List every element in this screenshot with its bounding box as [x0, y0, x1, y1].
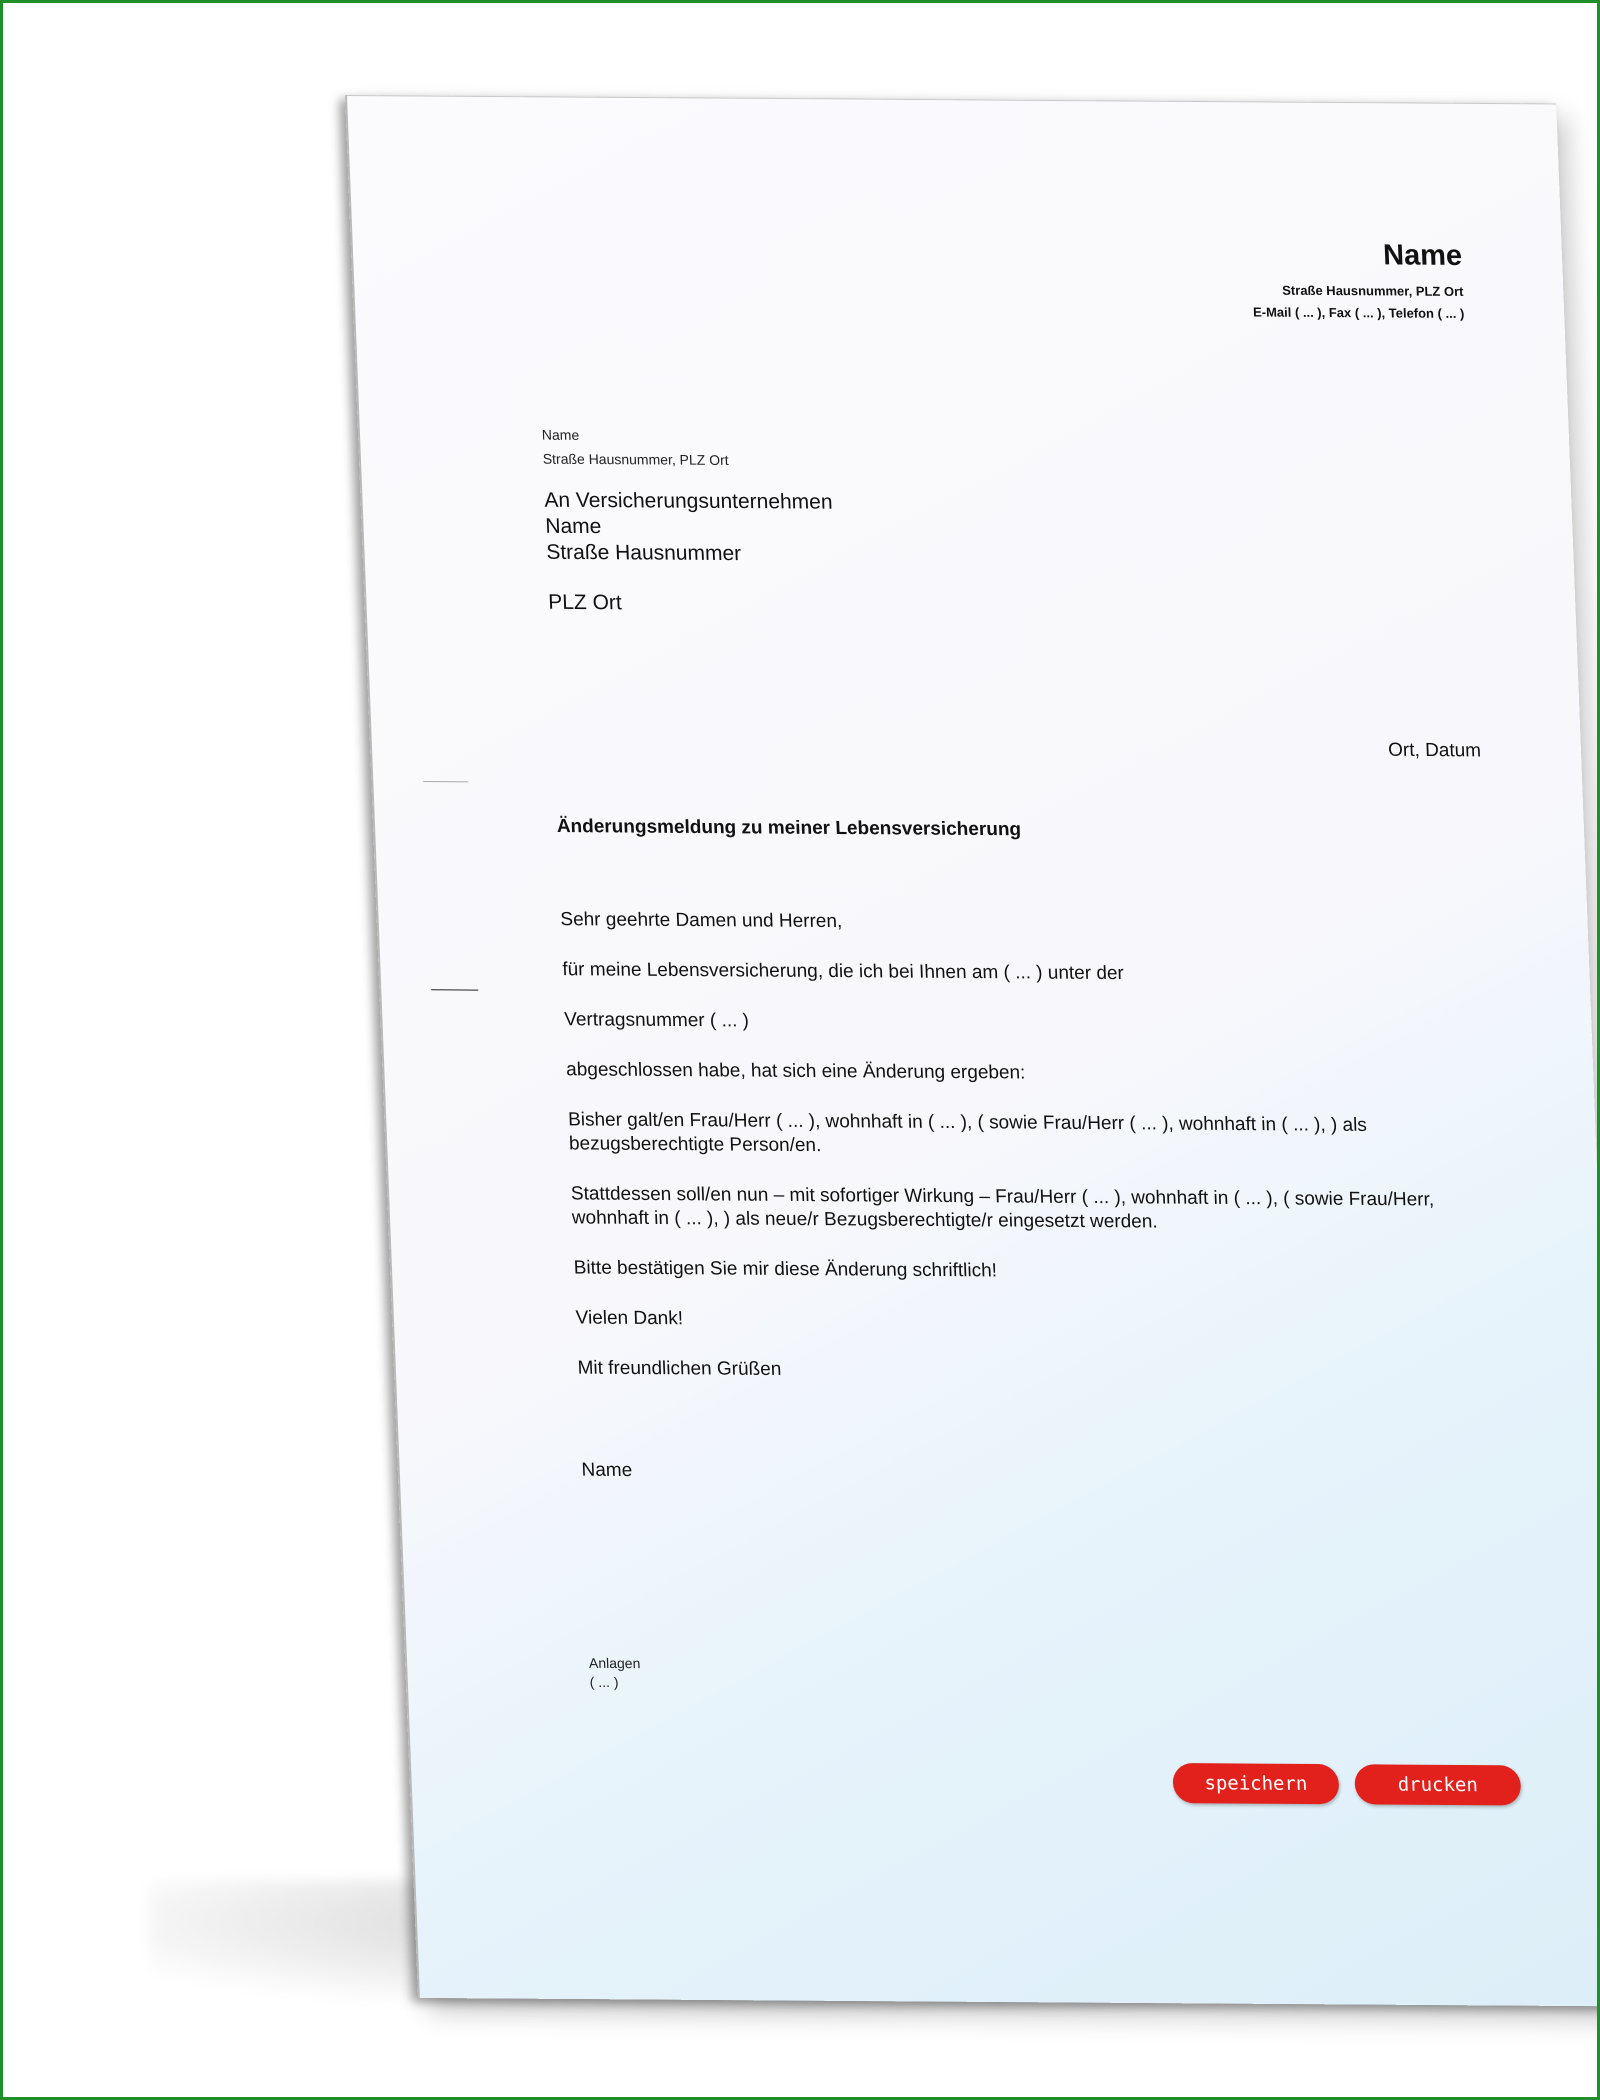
place-date: Ort, Datum [1387, 739, 1482, 762]
sender-address: Straße Hausnummer, PLZ Ort [1281, 282, 1464, 299]
sender-contact: E-Mail ( ... ), Fax ( ... ), Telefon ( ... ) [1252, 304, 1465, 321]
closing: Mit freundlichen Grüßen [577, 1357, 782, 1380]
salutation: Sehr geehrte Damen und Herren, [560, 909, 843, 933]
punch-mark [431, 989, 478, 990]
recipient-company: An Versicherungsunternehmen [543, 488, 833, 514]
recipient-gap [547, 566, 836, 592]
letter-subject: Änderungsmeldung zu meiner Lebensversicherung [556, 816, 1022, 841]
save-button[interactable]: speichern [1172, 1763, 1339, 1804]
return-address-name: Name [541, 426, 580, 443]
letter-body [560, 908, 1502, 1515]
body-paragraph-3: abgeschlossen habe, hat sich eine Änderung ergeben: [565, 1059, 1026, 1084]
recipient-name: Name [544, 514, 602, 539]
recipient-street: Straße Hausnummer [545, 540, 742, 566]
letter-head [1250, 237, 1465, 325]
letter-page [345, 95, 1600, 2006]
body-paragraph-2: Vertragsnummer ( ... ) [563, 1009, 750, 1032]
print-button[interactable]: drucken [1354, 1764, 1521, 1805]
body-paragraph-5: Stattdessen soll/en nun – mit sofortiger Wirkung – Frau/Herr ( ... ), wohnhaft in ( ... ), ( sowie Frau/Herr, wohnhaft in ( ... ), ) als neue/r Bezugsberechtigte/r eingesetzt werden. [570, 1183, 1435, 1233]
sender-name: Name [1382, 239, 1463, 272]
return-address-street: Straße Hausnummer, PLZ Ort [542, 450, 729, 468]
attachments [589, 1654, 642, 1692]
attachments-value: ( ... ) [589, 1673, 619, 1691]
recipient-address [544, 488, 837, 618]
signature-name: Name [581, 1459, 633, 1482]
return-address [541, 423, 729, 472]
body-paragraph-4: Bisher galt/en Frau/Herr ( ... ), wohnhaft in ( ... ), ( sowie Frau/Herr ( ... ), wohnhaft in ( ... ), ) als bezugsberechtigte Person/en. [567, 1109, 1368, 1157]
body-paragraph-1: für meine Lebensversicherung, die ich bei Ihnen am ( ... ) unter der [561, 959, 1125, 985]
body-paragraph-6: Bitte bestätigen Sie mir diese Änderung schriftlich! [573, 1257, 998, 1282]
attachments-label: Anlagen [588, 1654, 641, 1672]
recipient-city: PLZ Ort [547, 590, 623, 615]
body-paragraph-7: Vielen Dank! [575, 1307, 684, 1330]
fold-mark-upper [423, 781, 468, 782]
